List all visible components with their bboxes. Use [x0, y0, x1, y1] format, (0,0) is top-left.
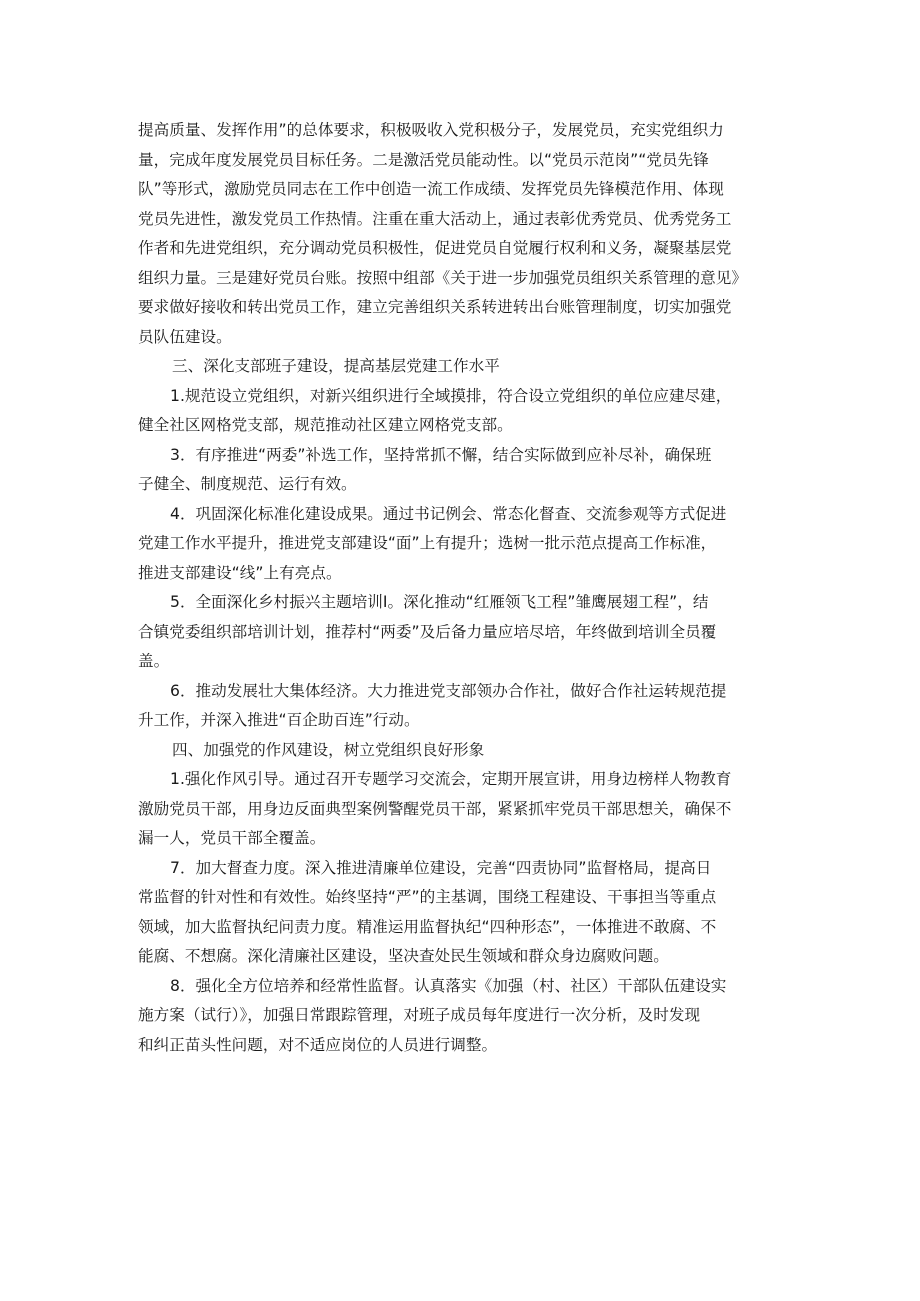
text-line: 1.强化作风引导。通过召开专题学习交流会，定期开展宣讲，用身边榜样人物教育 [170, 770, 732, 788]
text-line: 党建工作水平提升，推进党支部建设“面”上有提升；选树一批示范点提高工作标准， [138, 534, 717, 552]
section-heading-3: 三、深化支部班子建设，提高基层党建工作水平 [172, 357, 500, 375]
text-line: 量，完成年度发展党员目标任务。二是激活党员能动性。以“党员示范岗”“党员先锋 [138, 150, 709, 169]
text-line: 1.规范设立党组织，对新兴组织进行全域摸排，符合设立党组织的单位应建尽建， [170, 386, 732, 405]
text-line: 5．全面深化乡村振兴主题培训I。深化推动“红雁领飞工程”雏鹰展翅工程”，结 [170, 593, 709, 611]
text-line: 漏一人，党员干部全覆盖。 [138, 829, 326, 847]
text-line: 领域，加大监督执纪问责力度。精准运用监督执纪“四种形态”，一体推进不敢腐、不 [138, 917, 717, 936]
text-line: 员队伍建设。 [138, 327, 232, 346]
text-line: 3．有序推进“两委”补选工作，坚持常抓不懈，结合实际做到应补尽补，确保班 [170, 445, 712, 464]
text-line: 队”等形式，激励党员同志在工作中创造一流工作成绩、发挥党员先锋模范作用、体现 [138, 180, 724, 198]
text-line: 要求做好接收和转出党员工作，建立完善组织关系转进转出台账管理制度，切实加强党 [138, 298, 732, 316]
text-line: 能腐、不想腐。深化清廉社区建设，坚决查处民生领域和群众身边腐败问题。 [138, 947, 669, 965]
text-line: 6．推动发展壮大集体经济。大力推进党支部领办合作社，做好合作社运转规范提 [170, 681, 727, 700]
text-line: 升工作，并深入推进“百企助百连”行动。 [138, 711, 420, 729]
section-heading-4: 四、加强党的作风建设，树立党组织良好形象 [172, 740, 485, 759]
text-line: 7．加大督查力度。深入推进清廉单位建设，完善“四责协同”监督格局，提高日 [170, 858, 712, 877]
text-line: 作者和先进党组织，充分调动党员积极性，促进党员自觉履行权利和义务，凝聚基层党 [138, 239, 732, 257]
text-line: 健全社区网格党支部，规范推动社区建立网格党支部。 [138, 416, 513, 434]
text-line: 组织力量。三是建好党员台账。按照中组部《关于进一步加强党员组织关系管理的意见》 [138, 268, 747, 287]
text-line: 8．强化全方位培养和经常性监督。认真落实《加强（村、社区）干部队伍建设实 [170, 976, 727, 995]
text-line: 4．巩固深化标准化建设成果。通过书记例会、常态化督查、交流参观等方式促进 [170, 504, 727, 523]
text-line: 党员先进性，激发党员工作热情。注重在重大活动上，通过表彰优秀党员、优秀党务工 [138, 209, 732, 228]
text-line: 常监督的针对性和有效性。始终坚持“严”的主基调，围绕工程建设、干事担当等重点 [138, 888, 717, 906]
text-line: 施方案（试行）》，加强日常跟踪管理，对班子成员每年度进行一次分析，及时发现 [138, 1006, 701, 1024]
text-line: 盖。 [138, 652, 170, 670]
text-line: 子健全、制度规范、运行有效。 [138, 475, 357, 493]
document-body [138, 116, 788, 1060]
text-line: 提高质量、发挥作用”的总体要求，积极吸收入党积极分子，发展党员，充实党组织力 [138, 121, 724, 139]
text-line: 激励党员干部，用身边反面典型案例警醒党员干部，紧紧抓牢党员干部思想关，确保不 [138, 799, 732, 818]
text-line: 推进支部建设“线”上有亮点。 [138, 563, 342, 582]
text-line: 合镇党委组织部培训计划，推荐村“两委”及后备力量应培尽培，年终做到培训全员覆 [138, 622, 717, 641]
text-line: 和纠正苗头性问题，对不适应岗位的人员进行调整。 [138, 1035, 498, 1054]
